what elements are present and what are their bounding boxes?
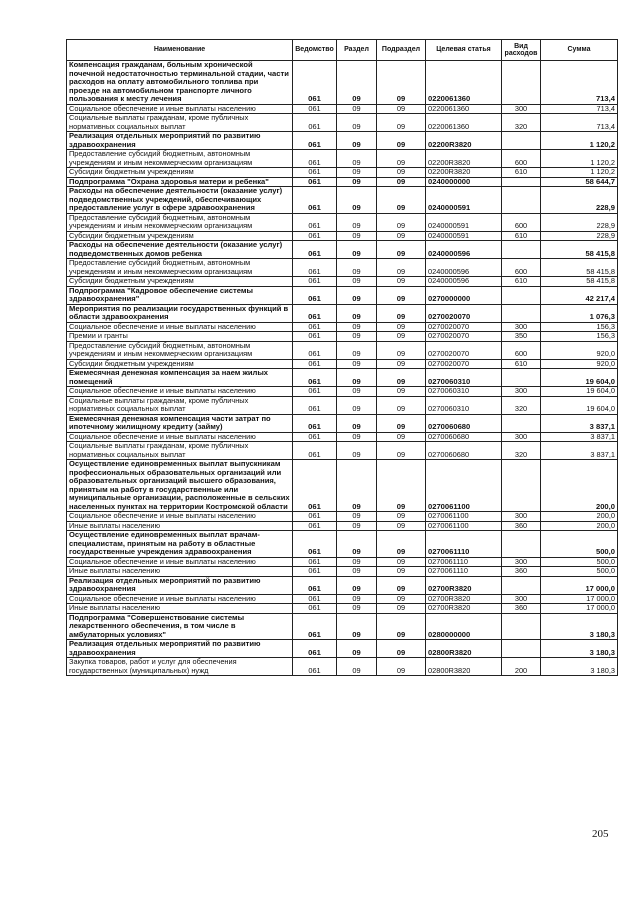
row-razdel-cell: 09 <box>337 557 377 567</box>
row-cs-cell: 02700R3820 <box>426 594 502 604</box>
row-podrazdel-cell: 09 <box>377 567 426 577</box>
row-name-cell: Расходы на обеспечение деятельности (оказание услуг) подведомственных домов ребенка <box>67 241 293 259</box>
row-name-cell: Мероприятия по реализации государственных функций в области здравоохранения <box>67 304 293 322</box>
row-vr-cell <box>502 61 541 105</box>
row-ved-cell: 061 <box>293 396 337 414</box>
row-cs-cell: 0240000596 <box>426 277 502 287</box>
row-podrazdel-cell: 09 <box>377 241 426 259</box>
table-row <box>67 512 618 522</box>
row-cs-cell: 0270020070 <box>426 322 502 332</box>
row-razdel-cell: 09 <box>337 341 377 359</box>
row-ved-cell: 061 <box>293 114 337 132</box>
table-header-row <box>67 40 618 61</box>
row-podrazdel-cell: 09 <box>377 359 426 369</box>
row-ved-cell: 061 <box>293 286 337 304</box>
row-vr-cell <box>502 177 541 187</box>
column-header-vr: Вид расходов <box>502 40 541 61</box>
row-name-cell: Социальные выплаты гражданам, кроме публичных нормативных социальных выплат <box>67 442 293 460</box>
row-sum-cell: 156,3 <box>541 322 618 332</box>
row-cs-cell: 0270060680 <box>426 414 502 432</box>
row-name-cell: Социальное обеспечение и иные выплаты населению <box>67 104 293 114</box>
row-name-cell: Социальное обеспечение и иные выплаты населению <box>67 512 293 522</box>
row-ved-cell: 061 <box>293 359 337 369</box>
row-cs-cell: 0270000000 <box>426 286 502 304</box>
table-row <box>67 369 618 387</box>
row-podrazdel-cell: 09 <box>377 557 426 567</box>
row-ved-cell: 061 <box>293 187 337 214</box>
table-row <box>67 531 618 558</box>
table-row <box>67 61 618 105</box>
row-name-cell: Субсидии бюджетным учреждениям <box>67 231 293 241</box>
row-name-cell: Ежемесячная денежная компенсация части затрат по ипотечному жилищному кредиту (займу) <box>67 414 293 432</box>
row-razdel-cell: 09 <box>337 231 377 241</box>
row-podrazdel-cell: 09 <box>377 187 426 214</box>
row-name-cell: Социальное обеспечение и иные выплаты населению <box>67 432 293 442</box>
row-sum-cell: 17 000,0 <box>541 594 618 604</box>
row-cs-cell: 0270061100 <box>426 521 502 531</box>
row-razdel-cell: 09 <box>337 414 377 432</box>
row-podrazdel-cell: 09 <box>377 304 426 322</box>
row-name-cell: Социальные выплаты гражданам, кроме публичных нормативных социальных выплат <box>67 396 293 414</box>
row-name-cell: Иные выплаты населению <box>67 567 293 577</box>
row-podrazdel-cell: 09 <box>377 114 426 132</box>
row-vr-cell: 300 <box>502 104 541 114</box>
row-razdel-cell: 09 <box>337 259 377 277</box>
row-vr-cell <box>502 304 541 322</box>
row-cs-cell: 0240000591 <box>426 231 502 241</box>
row-podrazdel-cell: 09 <box>377 387 426 397</box>
row-name-cell: Ежемесячная денежная компенсация за наем жилых помещений <box>67 369 293 387</box>
table-row <box>67 387 618 397</box>
row-podrazdel-cell: 09 <box>377 104 426 114</box>
row-razdel-cell: 09 <box>337 658 377 676</box>
row-podrazdel-cell: 09 <box>377 604 426 614</box>
row-cs-cell: 0270020070 <box>426 341 502 359</box>
row-name-cell: Социальное обеспечение и иные выплаты населению <box>67 322 293 332</box>
row-podrazdel-cell: 09 <box>377 322 426 332</box>
row-cs-cell: 0240000591 <box>426 213 502 231</box>
row-sum-cell: 3 180,3 <box>541 640 618 658</box>
row-razdel-cell: 09 <box>337 387 377 397</box>
table-row <box>67 213 618 231</box>
row-vr-cell <box>502 640 541 658</box>
row-razdel-cell: 09 <box>337 567 377 577</box>
row-razdel-cell: 09 <box>337 150 377 168</box>
row-cs-cell: 0270060680 <box>426 432 502 442</box>
row-podrazdel-cell: 09 <box>377 332 426 342</box>
row-cs-cell: 0240000596 <box>426 241 502 259</box>
row-sum-cell: 3 837,1 <box>541 432 618 442</box>
row-sum-cell: 58 415,8 <box>541 277 618 287</box>
table-row <box>67 168 618 178</box>
row-razdel-cell: 09 <box>337 304 377 322</box>
table-row <box>67 442 618 460</box>
row-sum-cell: 19 604,0 <box>541 396 618 414</box>
row-razdel-cell: 09 <box>337 322 377 332</box>
row-sum-cell: 228,9 <box>541 231 618 241</box>
row-name-cell: Предоставление субсидий бюджетным, автономным учреждениям и иным некоммерческим организациям <box>67 213 293 231</box>
row-sum-cell: 19 604,0 <box>541 369 618 387</box>
table-row <box>67 322 618 332</box>
row-sum-cell: 920,0 <box>541 359 618 369</box>
row-name-cell: Закупка товаров, работ и услуг для обеспечения государственных (муниципальных) нужд <box>67 658 293 676</box>
row-razdel-cell: 09 <box>337 576 377 594</box>
row-vr-cell <box>502 286 541 304</box>
row-podrazdel-cell: 09 <box>377 512 426 522</box>
row-sum-cell: 228,9 <box>541 213 618 231</box>
row-vr-cell: 610 <box>502 168 541 178</box>
row-vr-cell: 360 <box>502 604 541 614</box>
column-header-name: Наименование <box>67 40 293 61</box>
row-vr-cell: 300 <box>502 594 541 604</box>
row-vr-cell <box>502 241 541 259</box>
row-podrazdel-cell: 09 <box>377 396 426 414</box>
row-vr-cell: 610 <box>502 359 541 369</box>
row-podrazdel-cell: 09 <box>377 521 426 531</box>
row-ved-cell: 061 <box>293 640 337 658</box>
row-ved-cell: 061 <box>293 150 337 168</box>
row-razdel-cell: 09 <box>337 432 377 442</box>
row-ved-cell: 061 <box>293 613 337 640</box>
row-vr-cell: 300 <box>502 322 541 332</box>
row-cs-cell: 0240000591 <box>426 187 502 214</box>
row-name-cell: Предоставление субсидий бюджетным, автономным учреждениям и иным некоммерческим организациям <box>67 259 293 277</box>
row-name-cell: Компенсация гражданам, больным хронической почечной недостаточностью терминальной стадии, части расходов на оплату автомобильного топлива при проезде на автомобильном транспорте личного пользования к месту лечения <box>67 61 293 105</box>
row-ved-cell: 061 <box>293 460 337 512</box>
row-podrazdel-cell: 09 <box>377 432 426 442</box>
row-cs-cell: 0270061110 <box>426 557 502 567</box>
row-sum-cell: 17 000,0 <box>541 604 618 614</box>
row-podrazdel-cell: 09 <box>377 442 426 460</box>
row-razdel-cell: 09 <box>337 177 377 187</box>
row-podrazdel-cell: 09 <box>377 168 426 178</box>
table-row <box>67 604 618 614</box>
table-row <box>67 567 618 577</box>
row-sum-cell: 713,4 <box>541 104 618 114</box>
row-vr-cell <box>502 460 541 512</box>
row-podrazdel-cell: 09 <box>377 213 426 231</box>
row-podrazdel-cell: 09 <box>377 132 426 150</box>
row-razdel-cell: 09 <box>337 369 377 387</box>
table-row <box>67 396 618 414</box>
row-cs-cell: 02800R3820 <box>426 640 502 658</box>
row-name-cell: Субсидии бюджетным учреждениям <box>67 277 293 287</box>
table-row <box>67 241 618 259</box>
row-ved-cell: 061 <box>293 567 337 577</box>
row-cs-cell: 02700R3820 <box>426 576 502 594</box>
row-podrazdel-cell: 09 <box>377 460 426 512</box>
row-sum-cell: 58 415,8 <box>541 241 618 259</box>
row-razdel-cell: 09 <box>337 277 377 287</box>
row-cs-cell: 0240000596 <box>426 259 502 277</box>
row-name-cell: Подпрограмма "Охрана здоровья матери и ребенка" <box>67 177 293 187</box>
row-sum-cell: 17 000,0 <box>541 576 618 594</box>
column-header-podrazdel: Подраздел <box>377 40 426 61</box>
table-row <box>67 576 618 594</box>
row-sum-cell: 1 076,3 <box>541 304 618 322</box>
row-razdel-cell: 09 <box>337 442 377 460</box>
table-row <box>67 259 618 277</box>
row-name-cell: Социальное обеспечение и иные выплаты населению <box>67 557 293 567</box>
row-podrazdel-cell: 09 <box>377 531 426 558</box>
row-razdel-cell: 09 <box>337 594 377 604</box>
row-podrazdel-cell: 09 <box>377 259 426 277</box>
row-razdel-cell: 09 <box>337 613 377 640</box>
row-razdel-cell: 09 <box>337 286 377 304</box>
row-name-cell: Реализация отдельных мероприятий по развитию здравоохранения <box>67 640 293 658</box>
row-name-cell: Субсидии бюджетным учреждениям <box>67 168 293 178</box>
row-ved-cell: 061 <box>293 277 337 287</box>
table-row <box>67 613 618 640</box>
row-razdel-cell: 09 <box>337 359 377 369</box>
row-ved-cell: 061 <box>293 132 337 150</box>
row-cs-cell: 0270061100 <box>426 512 502 522</box>
row-cs-cell: 0270060310 <box>426 369 502 387</box>
row-razdel-cell: 09 <box>337 168 377 178</box>
row-sum-cell: 713,4 <box>541 114 618 132</box>
row-podrazdel-cell: 09 <box>377 150 426 168</box>
row-ved-cell: 061 <box>293 512 337 522</box>
row-razdel-cell: 09 <box>337 512 377 522</box>
row-sum-cell: 1 120,2 <box>541 150 618 168</box>
row-cs-cell: 0270020070 <box>426 304 502 322</box>
row-vr-cell: 300 <box>502 387 541 397</box>
row-cs-cell: 0270060680 <box>426 442 502 460</box>
row-sum-cell: 156,3 <box>541 332 618 342</box>
row-vr-cell: 600 <box>502 150 541 168</box>
table-row <box>67 150 618 168</box>
table-row <box>67 304 618 322</box>
row-cs-cell: 0220061360 <box>426 61 502 105</box>
row-podrazdel-cell: 09 <box>377 341 426 359</box>
row-razdel-cell: 09 <box>337 460 377 512</box>
row-sum-cell: 3 180,3 <box>541 613 618 640</box>
row-vr-cell: 320 <box>502 114 541 132</box>
row-ved-cell: 061 <box>293 104 337 114</box>
table-row <box>67 640 618 658</box>
table-row <box>67 341 618 359</box>
row-sum-cell: 3 180,3 <box>541 658 618 676</box>
row-podrazdel-cell: 09 <box>377 177 426 187</box>
row-ved-cell: 061 <box>293 332 337 342</box>
row-razdel-cell: 09 <box>337 187 377 214</box>
table-row <box>67 658 618 676</box>
row-name-cell: Социальные выплаты гражданам, кроме публичных нормативных социальных выплат <box>67 114 293 132</box>
row-ved-cell: 061 <box>293 259 337 277</box>
row-ved-cell: 061 <box>293 658 337 676</box>
row-ved-cell: 061 <box>293 576 337 594</box>
row-name-cell: Предоставление субсидий бюджетным, автономным учреждениям и иным некоммерческим организациям <box>67 150 293 168</box>
row-podrazdel-cell: 09 <box>377 613 426 640</box>
row-ved-cell: 061 <box>293 594 337 604</box>
row-razdel-cell: 09 <box>337 521 377 531</box>
table-row <box>67 286 618 304</box>
row-ved-cell: 061 <box>293 213 337 231</box>
row-name-cell: Предоставление субсидий бюджетным, автономным учреждениям и иным некоммерческим организациям <box>67 341 293 359</box>
row-razdel-cell: 09 <box>337 396 377 414</box>
row-vr-cell: 360 <box>502 521 541 531</box>
table-row <box>67 187 618 214</box>
row-sum-cell: 3 837,1 <box>541 414 618 432</box>
row-ved-cell: 061 <box>293 241 337 259</box>
row-name-cell: Иные выплаты населению <box>67 521 293 531</box>
row-ved-cell: 061 <box>293 304 337 322</box>
row-razdel-cell: 09 <box>337 604 377 614</box>
row-podrazdel-cell: 09 <box>377 231 426 241</box>
row-podrazdel-cell: 09 <box>377 369 426 387</box>
row-ved-cell: 061 <box>293 177 337 187</box>
column-header-sum: Сумма <box>541 40 618 61</box>
table-row <box>67 277 618 287</box>
row-sum-cell: 58 415,8 <box>541 259 618 277</box>
column-header-ved: Ведомство <box>293 40 337 61</box>
row-razdel-cell: 09 <box>337 132 377 150</box>
row-podrazdel-cell: 09 <box>377 277 426 287</box>
row-name-cell: Социальное обеспечение и иные выплаты населению <box>67 594 293 604</box>
row-podrazdel-cell: 09 <box>377 61 426 105</box>
row-cs-cell: 0240000000 <box>426 177 502 187</box>
row-cs-cell: 02200R3820 <box>426 150 502 168</box>
row-name-cell: Реализация отдельных мероприятий по развитию здравоохранения <box>67 132 293 150</box>
row-podrazdel-cell: 09 <box>377 640 426 658</box>
row-cs-cell: 0270061100 <box>426 460 502 512</box>
row-vr-cell: 360 <box>502 567 541 577</box>
row-ved-cell: 061 <box>293 231 337 241</box>
row-ved-cell: 061 <box>293 521 337 531</box>
row-ved-cell: 061 <box>293 557 337 567</box>
table-row <box>67 460 618 512</box>
row-razdel-cell: 09 <box>337 104 377 114</box>
row-sum-cell: 500,0 <box>541 557 618 567</box>
column-header-razdel: Раздел <box>337 40 377 61</box>
budget-document <box>66 39 617 676</box>
row-sum-cell: 200,0 <box>541 460 618 512</box>
page-number: 205 <box>592 828 609 840</box>
row-cs-cell: 0270061110 <box>426 567 502 577</box>
row-vr-cell: 320 <box>502 442 541 460</box>
row-vr-cell: 600 <box>502 213 541 231</box>
row-vr-cell: 200 <box>502 658 541 676</box>
row-name-cell: Субсидии бюджетным учреждениям <box>67 359 293 369</box>
row-cs-cell: 0270020070 <box>426 332 502 342</box>
row-sum-cell: 1 120,2 <box>541 168 618 178</box>
row-vr-cell <box>502 187 541 214</box>
row-name-cell: Осуществление единовременных выплат врачам-специалистам, принятым на работу в областные государственные учреждения здравоохранения <box>67 531 293 558</box>
row-sum-cell: 1 120,2 <box>541 132 618 150</box>
row-razdel-cell: 09 <box>337 531 377 558</box>
row-name-cell: Осуществление единовременных выплат выпускникам профессиональных образовательных организаций или образовательных организаций высшего образования, принятым на работу в государственные или муниципальные организации, расположенные в сельских населенных пунктах на территории Костромской области <box>67 460 293 512</box>
row-ved-cell: 061 <box>293 369 337 387</box>
column-header-cs: Целевая статья <box>426 40 502 61</box>
row-ved-cell: 061 <box>293 414 337 432</box>
row-sum-cell: 200,0 <box>541 521 618 531</box>
table-row <box>67 114 618 132</box>
row-ved-cell: 061 <box>293 61 337 105</box>
row-cs-cell: 0270061110 <box>426 531 502 558</box>
row-ved-cell: 061 <box>293 387 337 397</box>
row-ved-cell: 061 <box>293 341 337 359</box>
row-vr-cell: 300 <box>502 432 541 442</box>
row-ved-cell: 061 <box>293 531 337 558</box>
row-podrazdel-cell: 09 <box>377 286 426 304</box>
table-row <box>67 132 618 150</box>
row-vr-cell: 300 <box>502 557 541 567</box>
row-cs-cell: 0220061360 <box>426 114 502 132</box>
row-vr-cell: 610 <box>502 231 541 241</box>
row-cs-cell: 02200R3820 <box>426 168 502 178</box>
row-name-cell: Премии и гранты <box>67 332 293 342</box>
row-cs-cell: 02200R3820 <box>426 132 502 150</box>
row-podrazdel-cell: 09 <box>377 594 426 604</box>
row-name-cell: Социальное обеспечение и иные выплаты населению <box>67 387 293 397</box>
row-name-cell: Подпрограмма "Совершенствование системы лекарственного обеспечения, в том числе в амбулаторных условиях" <box>67 613 293 640</box>
row-vr-cell: 350 <box>502 332 541 342</box>
row-sum-cell: 200,0 <box>541 512 618 522</box>
row-cs-cell: 0270060310 <box>426 396 502 414</box>
row-sum-cell: 713,4 <box>541 61 618 105</box>
row-name-cell: Расходы на обеспечение деятельности (оказание услуг) подведомственных учреждений, обеспечивающих предоставление услуг в сфере здравоохранения <box>67 187 293 214</box>
row-cs-cell: 0220061360 <box>426 104 502 114</box>
row-razdel-cell: 09 <box>337 332 377 342</box>
row-cs-cell: 02700R3820 <box>426 604 502 614</box>
row-name-cell: Реализация отдельных мероприятий по развитию здравоохранения <box>67 576 293 594</box>
row-cs-cell: 0270020070 <box>426 359 502 369</box>
row-podrazdel-cell: 09 <box>377 658 426 676</box>
row-vr-cell <box>502 613 541 640</box>
table-row <box>67 332 618 342</box>
row-vr-cell: 600 <box>502 259 541 277</box>
budget-table <box>66 39 618 676</box>
row-cs-cell: 0280000000 <box>426 613 502 640</box>
row-name-cell: Иные выплаты населению <box>67 604 293 614</box>
row-sum-cell: 19 604,0 <box>541 387 618 397</box>
row-vr-cell <box>502 576 541 594</box>
row-sum-cell: 920,0 <box>541 341 618 359</box>
row-podrazdel-cell: 09 <box>377 414 426 432</box>
row-ved-cell: 061 <box>293 604 337 614</box>
row-sum-cell: 42 217,4 <box>541 286 618 304</box>
row-sum-cell: 228,9 <box>541 187 618 214</box>
row-cs-cell: 0270060310 <box>426 387 502 397</box>
row-cs-cell: 02800R3820 <box>426 658 502 676</box>
row-sum-cell: 58 644,7 <box>541 177 618 187</box>
table-row <box>67 414 618 432</box>
row-razdel-cell: 09 <box>337 61 377 105</box>
row-ved-cell: 061 <box>293 168 337 178</box>
row-vr-cell: 300 <box>502 512 541 522</box>
row-vr-cell: 600 <box>502 341 541 359</box>
row-ved-cell: 061 <box>293 322 337 332</box>
row-sum-cell: 500,0 <box>541 531 618 558</box>
row-vr-cell: 610 <box>502 277 541 287</box>
row-razdel-cell: 09 <box>337 114 377 132</box>
row-vr-cell <box>502 132 541 150</box>
row-razdel-cell: 09 <box>337 241 377 259</box>
row-ved-cell: 061 <box>293 442 337 460</box>
row-name-cell: Подпрограмма "Кадровое обеспечение системы здравоохранения" <box>67 286 293 304</box>
row-sum-cell: 500,0 <box>541 567 618 577</box>
row-vr-cell <box>502 369 541 387</box>
row-vr-cell <box>502 414 541 432</box>
row-sum-cell: 3 837,1 <box>541 442 618 460</box>
row-vr-cell <box>502 531 541 558</box>
row-ved-cell: 061 <box>293 432 337 442</box>
row-podrazdel-cell: 09 <box>377 576 426 594</box>
row-vr-cell: 320 <box>502 396 541 414</box>
row-razdel-cell: 09 <box>337 640 377 658</box>
row-razdel-cell: 09 <box>337 213 377 231</box>
